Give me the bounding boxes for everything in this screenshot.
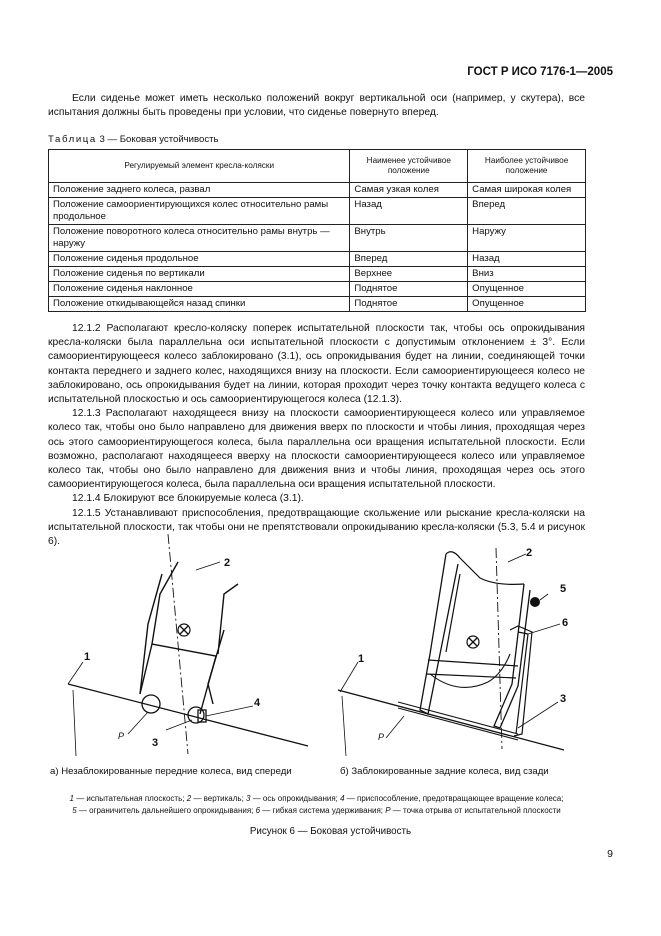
label-p-a: P xyxy=(118,731,125,741)
table-cell: Внутрь xyxy=(350,225,468,252)
table-row xyxy=(49,267,586,282)
table-cell: Вниз xyxy=(468,267,586,282)
table-cell: Самая широкая колея xyxy=(468,183,586,198)
table-caption: Таблица 3 — Боковая устойчивость xyxy=(48,134,219,145)
table-cell: Положение сиденья по вертикали xyxy=(49,267,350,282)
document-header: ГОСТ Р ИСО 7176-1—2005 xyxy=(467,66,613,78)
figure-legend: 1 — испытательная плоскость; 2 — вертикаль; 3 — ось опрокидывания; 4 — приспособление, предотвращающее вращение колеса; 5 — ограничитель дальнейшего опрокидывания; 6 — гибкая система удерживания; P — точка отрыва от испытательной плоскости xyxy=(69,794,564,815)
figure-6-drawing xyxy=(48,534,588,760)
section-12-1-2: 12.1.2 Располагают кресло-коляску поперек испытательной плоскости так, чтобы ось опрокидывания кресла-коляски была параллельна оси испытательной плоскости с допустимым отклонением ± 3°. Если самоориентирующееся колесо заблокировано (3.1), ось опрокидывания будет на линии, соединяющей точки контакта переднего и заднего колес, находящихся внизу на плоскости. Если самоориентирующееся колесо не заблокировано, ось опрокидывания будет на линии, которая проходит через точку контакта ведущего колеса с испытательной плоскостью и ось самоориентирующегося колеса (12.1.3). xyxy=(48,323,585,406)
overturn-limiter xyxy=(530,597,540,607)
table-cell: Опущенное xyxy=(468,282,586,297)
table-row xyxy=(49,198,586,225)
label-6-b: 6 xyxy=(562,617,569,629)
table-cell: Самая узкая колея xyxy=(350,183,468,198)
figure-caption: Рисунок 6 — Боковая устойчивость xyxy=(249,826,412,837)
subcaption-a: а) Незаблокированные передние колеса, вид спереди xyxy=(50,766,292,777)
table-header: Наиболее устойчивое положение xyxy=(468,150,586,183)
label-3-a: 3 xyxy=(152,737,159,749)
body-sections xyxy=(48,322,585,549)
table-row xyxy=(49,225,586,252)
table-cell: Положение сиденья продольное xyxy=(49,252,350,267)
table-cell: Назад xyxy=(468,252,586,267)
table-cell: Положение поворотного колеса относительно рамы внутрь — наружу xyxy=(49,225,350,252)
intro-paragraph: Если сиденье может иметь несколько положений вокруг вертикальной оси (например, у скутера), все испытания должны быть проведены при условии, что сиденье повернуто вперед. xyxy=(48,93,585,119)
table-cell: Положение самоориентирующихся колес относительно рамы продольное xyxy=(49,198,350,225)
table-cell: Положение откидывающейся назад спинки xyxy=(49,297,350,312)
table-cell: Наружу xyxy=(468,225,586,252)
table-cell: Поднятое xyxy=(350,282,468,297)
label-3-b: 3 xyxy=(560,693,567,705)
table-cell: Верхнее xyxy=(350,267,468,282)
vertical-axis-line xyxy=(168,534,188,754)
table-cell: Вперед xyxy=(350,252,468,267)
stability-table xyxy=(48,149,586,312)
label-p-b: P xyxy=(378,732,385,742)
label-2-b: 2 xyxy=(526,547,533,559)
table-row xyxy=(49,282,586,297)
table-cell: Опущенное xyxy=(468,297,586,312)
table-cell: Поднятое xyxy=(350,297,468,312)
label-2-a: 2 xyxy=(224,557,231,569)
figure-b xyxy=(338,547,568,756)
page-number: 9 xyxy=(607,848,613,860)
section-12-1-3: 12.1.3 Располагают находящееся внизу на плоскости самоориентирующееся колесо или управляемое колесо так, чтобы оно было направлено для движения вверх по плоскости и чтобы линия, проходящая через ось этого самоориентирующегося колеса, была параллельна оси вращения испытательной плоскости. Если возможно, располагают находящееся вверху на плоскости самоориентирующееся колесо или управляемое колесо так, чтобы оно было направлено для движения вниз и чтобы линия, проходящая через ось этого самоориентирующегося колеса, была параллельна оси вращения испытательной плоскости. xyxy=(48,408,585,491)
table-cell: Положение сиденья наклонное xyxy=(49,282,350,297)
table-header: Регулируемый элемент кресла-коляски xyxy=(49,150,350,183)
section-12-1-5: 12.1.5 Устанавливают приспособления, предотвращающие скольжение или рыскание кресла-коляски на испытательной плоскости, так чтобы они не препятствовали опрокидыванию кресла-коляски (5.3, 5.4 и рисунок 6). xyxy=(48,507,585,548)
table-header-row xyxy=(49,150,586,183)
label-5-b: 5 xyxy=(560,583,567,595)
figure-a xyxy=(68,534,308,756)
section-12-1-4: 12.1.4 Блокируют все блокируемые колеса (3.1). xyxy=(72,493,304,505)
table-row xyxy=(49,183,586,198)
table-cell: Назад xyxy=(350,198,468,225)
table-cell: Вперед xyxy=(468,198,586,225)
label-1-b: 1 xyxy=(358,653,365,665)
label-4-a: 4 xyxy=(254,697,261,709)
table-header: Наименее устойчивое положение xyxy=(350,150,468,183)
table-row xyxy=(49,252,586,267)
subcaption-b: б) Заблокированные задние колеса, вид сзади xyxy=(340,766,549,777)
table-cell: Положение заднего колеса, развал xyxy=(49,183,350,198)
label-1-a: 1 xyxy=(84,651,91,663)
table-row xyxy=(49,297,586,312)
